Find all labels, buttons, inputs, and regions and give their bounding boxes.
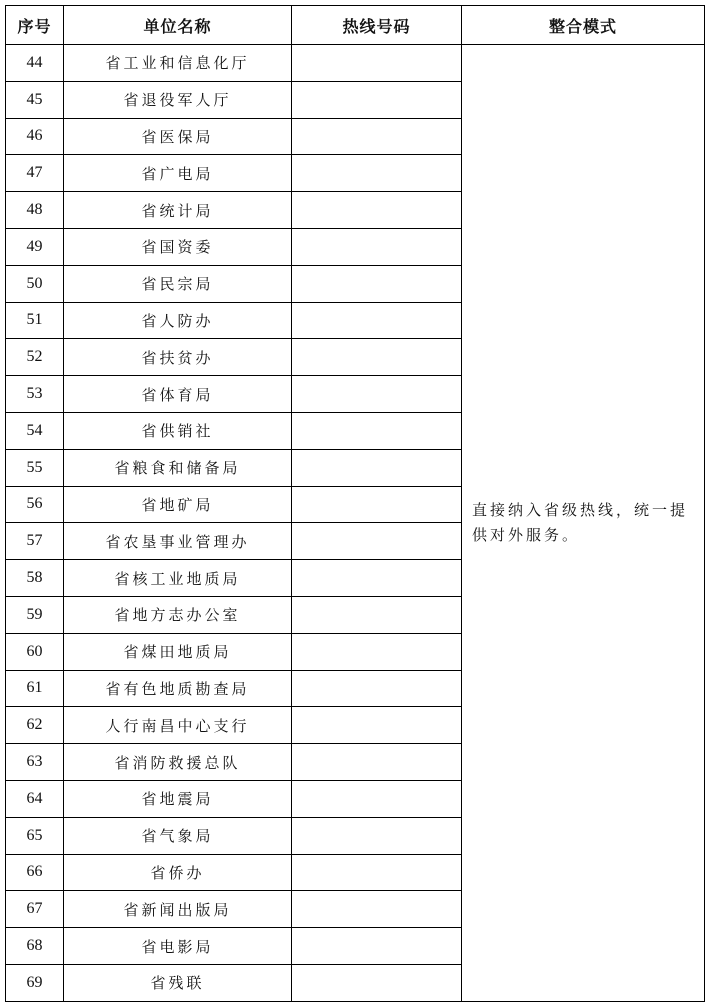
row-index: 61 [6,670,64,707]
row-unit-name: 省扶贫办 [64,339,292,376]
row-index: 63 [6,744,64,781]
header-unit-name: 单位名称 [64,6,292,45]
table-row [6,45,705,82]
integration-mode-text: 直接纳入省级热线，统一提供对外服务。 [472,500,689,544]
header-index: 序号 [6,6,64,45]
row-hotline-number [292,45,462,82]
row-unit-name: 省地震局 [64,780,292,817]
row-hotline-number [292,854,462,891]
row-index: 65 [6,817,64,854]
row-hotline-number [292,412,462,449]
row-hotline-number [292,486,462,523]
row-unit-name: 人行南昌中心支行 [64,707,292,744]
row-index: 45 [6,81,64,118]
row-hotline-number [292,192,462,229]
row-unit-name: 省体育局 [64,376,292,413]
row-index: 66 [6,854,64,891]
table-body [6,45,705,1002]
header-hotline-number: 热线号码 [292,6,462,45]
row-index: 64 [6,780,64,817]
row-index: 55 [6,449,64,486]
row-index: 44 [6,45,64,82]
row-hotline-number [292,633,462,670]
row-unit-name: 省民宗局 [64,265,292,302]
row-unit-name: 省新闻出版局 [64,891,292,928]
row-unit-name: 省农垦事业管理办 [64,523,292,560]
row-index: 54 [6,412,64,449]
row-index: 69 [6,964,64,1001]
row-hotline-number [292,596,462,633]
row-index: 53 [6,376,64,413]
row-hotline-number [292,155,462,192]
row-index: 56 [6,486,64,523]
row-unit-name: 省工业和信息化厅 [64,45,292,82]
row-hotline-number [292,891,462,928]
row-hotline-number [292,560,462,597]
row-unit-name: 省煤田地质局 [64,633,292,670]
row-unit-name: 省人防办 [64,302,292,339]
row-unit-name: 省地矿局 [64,486,292,523]
row-unit-name: 省广电局 [64,155,292,192]
row-index: 68 [6,928,64,965]
row-hotline-number [292,228,462,265]
row-unit-name: 省粮食和储备局 [64,449,292,486]
row-unit-name: 省电影局 [64,928,292,965]
row-index: 50 [6,265,64,302]
row-unit-name: 省消防救援总队 [64,744,292,781]
row-hotline-number [292,817,462,854]
row-hotline-number [292,928,462,965]
row-hotline-number [292,707,462,744]
row-hotline-number [292,523,462,560]
row-hotline-number [292,780,462,817]
row-unit-name: 省退役军人厅 [64,81,292,118]
row-unit-name: 省有色地质勘查局 [64,670,292,707]
row-index: 57 [6,523,64,560]
row-index: 51 [6,302,64,339]
row-index: 59 [6,596,64,633]
row-unit-name: 省地方志办公室 [64,596,292,633]
row-hotline-number [292,118,462,155]
row-hotline-number [292,81,462,118]
row-index: 47 [6,155,64,192]
hotline-integration-table [5,5,705,1002]
row-index: 52 [6,339,64,376]
row-unit-name: 省国资委 [64,228,292,265]
row-index: 62 [6,707,64,744]
row-hotline-number [292,744,462,781]
row-unit-name: 省统计局 [64,192,292,229]
merged-integration-mode [462,45,705,1002]
row-hotline-number [292,449,462,486]
row-index: 49 [6,228,64,265]
row-hotline-number [292,302,462,339]
row-hotline-number [292,670,462,707]
row-index: 46 [6,118,64,155]
header-row [6,6,705,45]
row-unit-name: 省医保局 [64,118,292,155]
header-integration-mode: 整合模式 [462,6,705,45]
row-hotline-number [292,339,462,376]
row-index: 48 [6,192,64,229]
row-hotline-number [292,265,462,302]
row-unit-name: 省残联 [64,964,292,1001]
row-index: 58 [6,560,64,597]
row-unit-name: 省气象局 [64,817,292,854]
row-hotline-number [292,964,462,1001]
row-unit-name: 省核工业地质局 [64,560,292,597]
row-unit-name: 省供销社 [64,412,292,449]
row-index: 67 [6,891,64,928]
row-index: 60 [6,633,64,670]
row-hotline-number [292,376,462,413]
row-unit-name: 省侨办 [64,854,292,891]
